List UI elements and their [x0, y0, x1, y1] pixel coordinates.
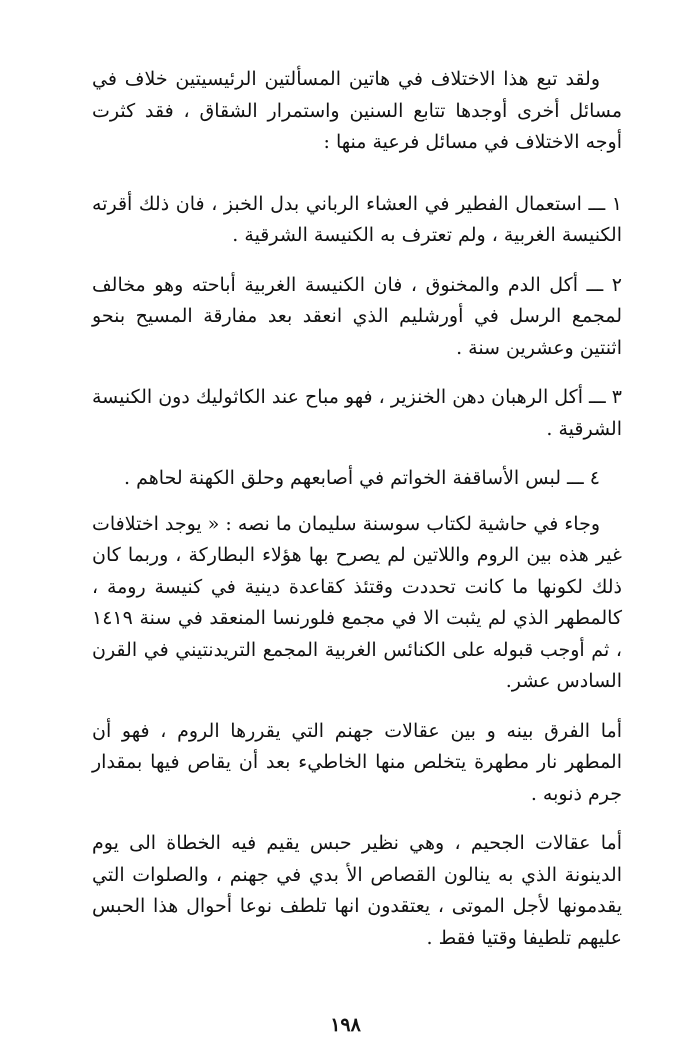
- footnote-quote-paragraph: وجاء في حاشية لكتاب سوسنة سليمان ما نصه : « يوجد اختلافات غير هذه بين الروم واللاتين لم يصرح بها هؤلاء البطاركة ، وربما كان ذلك لكونها ما كانت تحددت وقتئذ كقاعدة دينية في كنيسة رومة ، كالمطهر الذي لم يثبت الا في مجمع فلورنسا المنعقد في سنة ١٤١٩ ، ثم أوجب قبوله على الكنائس الغربية المجمع التريدنتيني في القرن السادس عشر.: [92, 512, 622, 692]
- list-item-3: ٣ ـــ أكل الرهبان دهن الخنزير ، فهو مباح عند الكاثوليك دون الكنيسة الشرقية .: [92, 386, 622, 440]
- list-item-1: ١ ـــ استعمال الفطير في العشاء الرباني بدل الخبز ، فان ذلك أقرته الكنيسة الغربية ، ولم تعترف به الكنيسة الشرقية .: [92, 192, 622, 246]
- page-number: ١٩٨: [330, 1014, 361, 1036]
- list-item-4: ٤ ـــ لبس الأساقفة الخواتم في أصابعهم وحلق الكهنة لحاهم .: [124, 467, 600, 489]
- purgatory-paragraph: أما الفرق بينه و بين عقالات جهنم التي يقررها الروم ، فهو أن المطهر نار مطهرة يتخلص منها الخاطيء بعد أن يقاص فيها بمقدار جرم ذنوبه .: [92, 719, 622, 805]
- list-item-2: ٢ ـــ أكل الدم والمخنوق ، فان الكنيسة الغربية أباحته وهو مخالف لمجمع الرسل في أورشليم الذي انعقد بعد مفارقة المسيح بنحو اثنتين وعشرين سنة .: [92, 273, 622, 359]
- intro-paragraph: ولقد تبع هذا الاختلاف في هاتين المسألتين الرئيسيتين خلاف في مسائل أخرى أوجدها تتابع السنين واستمرار الشقاق ، فقد كثرت أوجه الاختلاف في مسائل فرعية منها :: [92, 68, 622, 153]
- page-text-body: [92, 64, 622, 1004]
- hades-paragraph: أما عقالات الجحيم ، وهي نظير حبس يقيم فيه الخطاة الى يوم الدينونة الذي به ينالون القصاص الأ بدي في جهنم ، والصلوات التي يقدمونها لأجل الموتى ، يعتقدون انها تلطف نوعا أحوال هذا الحبس عليهم تلطيفا وقتيا فقط .: [92, 832, 622, 949]
